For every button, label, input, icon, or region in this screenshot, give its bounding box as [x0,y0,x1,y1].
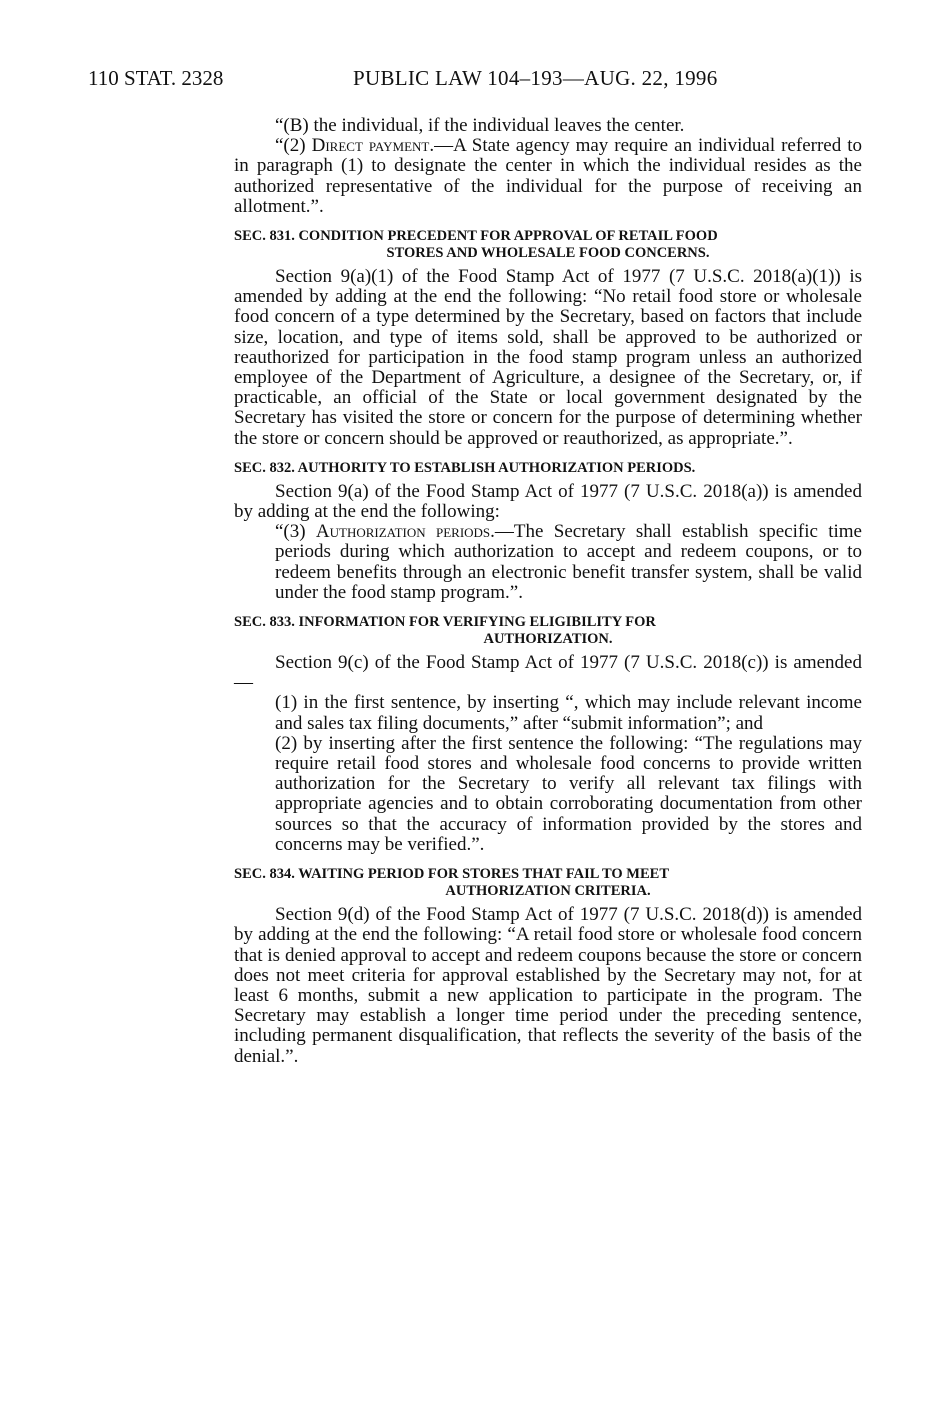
carryover-item-b: “(B) the individual, if the individual leaves the center. [275,115,685,136]
section-833-item-1: (1) in the first sentence, by inserting “, which may include relevant income and sales tax filing documents,” after “submit information”; and [275,692,862,734]
paragraph-text: .—A State agency may require an individual referred to in paragraph (1) to designate the center in which the individual resides as the authorized representative of the individual for the purpose of receiving an allotment.”. [234,135,862,217]
section-832-text: Section 9(a) of the Food Stamp Act of 1977 (7 U.S.C. 2018(a)) is amended by adding at the end the following: [234,480,862,523]
section-833-heading [234,614,862,648]
heading-line-1: SEC. 834. WAITING PERIOD FOR STORES THAT FAIL TO MEET [234,866,669,883]
section-831-heading [234,228,862,262]
item-lead: “(3) [275,521,316,543]
item-heading: Authorization periods [315,521,491,543]
section-832-heading [234,460,862,477]
section-833-item-2: (2) by inserting after the first sentence the following: “The regulations may require retail food stores and wholesale food concerns to provide written authorization for the Secretary to verify all relevant tax filings with appropriate agencies and to obtain corroborating documentation from other sources so that the accuracy of information provided by the stores and concerns may be verified.”. [275,732,862,855]
section-831-text: Section 9(a)(1) of the Food Stamp Act of 1977 (7 U.S.C. 2018(a)(1)) is amended by adding at the end the following: “No retail food store or wholesale food concern of a type determined by the Secretary, based on factors that include size, location, and type of items sold, shall be approved to be authorized or reauthorized for participation in the food stamp program unless an authorized employee of the Department of Agriculture, a designee of the Secretary, or, if practicable, an official of the State or local government designated by the Secretary has visited the store or concern for the purpose of determining whether the store or concern should be approved or reauthorized, as appropriate.”. [234,266,862,449]
section-834-heading [234,866,862,900]
section-834-text: Section 9(d) of the Food Stamp Act of 1977 (7 U.S.C. 2018(d)) is amended by adding at the end the following: “A retail food store or wholesale food concern that is denied approval to accept and redeem coupons because the store or concern does not meet criteria for approval established by the Secretary may not, for at least 6 months, submit a new application to participate in the program. The Secretary may establish a longer time period under the preceding sentence, including permanent disqualification, that reflects the severity of the basis of the denial.”. [234,904,862,1067]
section-833-text: Section 9(c) of the Food Stamp Act of 1977 (7 U.S.C. 2018(c)) is amended— [234,652,862,694]
carryover-paragraph-2 [234,136,862,217]
statute-page-number: 110 STAT. 2328 [88,66,224,90]
heading-line-1: SEC. 831. CONDITION PRECEDENT FOR APPROVAL OF RETAIL FOOD [234,228,718,245]
document-body [234,116,862,1067]
law-title: PUBLIC LAW 104–193—AUG. 22, 1996 [353,66,718,90]
heading-line-2: STORES AND WHOLESALE FOOD CONCERNS. [386,245,710,262]
page-header [88,66,880,96]
heading-line-2: AUTHORIZATION CRITERIA. [445,883,651,900]
paragraph-lead: “(2) [275,135,312,157]
section-832-item-3 [234,522,862,603]
paragraph-heading: Direct payment [311,135,430,157]
heading-line-1: SEC. 832. AUTHORITY TO ESTABLISH AUTHORIZATION PERIODS. [234,459,696,476]
heading-line-2: AUTHORIZATION. [483,631,613,648]
heading-line-1: SEC. 833. INFORMATION FOR VERIFYING ELIGIBILITY FOR [234,614,656,631]
item-text: .—The Secretary shall establish specific time periods during which authorization to accept and redeem coupons, or to redeem benefits through an electronic benefit transfer system, shall be valid under the food stamp program.”. [275,521,862,603]
